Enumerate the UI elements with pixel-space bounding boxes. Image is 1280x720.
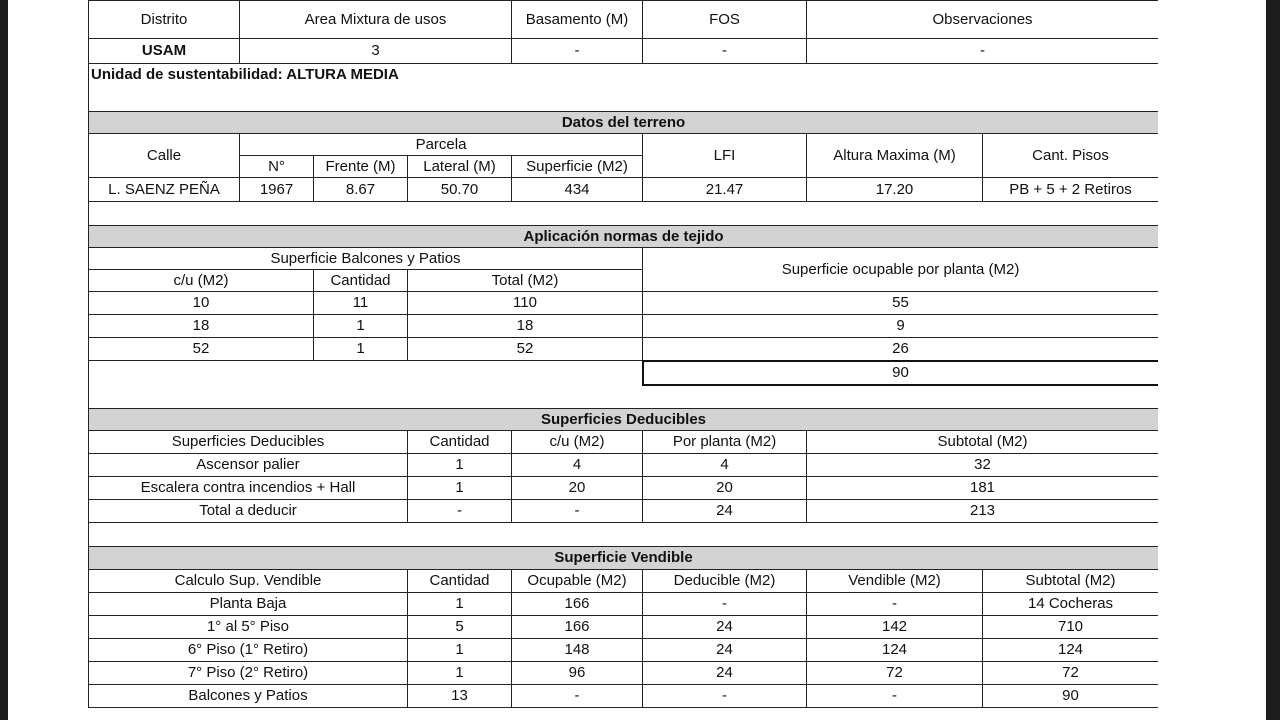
terreno-pisos-value: PB + 5 + 2 Retiros bbox=[983, 178, 1158, 202]
terreno-lateral-value: 50.70 bbox=[408, 178, 512, 202]
tejido-ocupable-value: 55 bbox=[643, 292, 1158, 315]
sustentabilidad-note: Unidad de sustentabilidad: ALTURA MEDIA bbox=[89, 64, 1159, 86]
terreno-superficie-value: 434 bbox=[512, 178, 643, 202]
terreno-altura-value: 17.20 bbox=[807, 178, 983, 202]
deducibles-subtotal: 32 bbox=[807, 454, 1158, 477]
terreno-lfi-header: LFI bbox=[643, 134, 807, 178]
vendible-subtotal: 90 bbox=[983, 685, 1158, 708]
zoning-header-basamento: Basamento (M) bbox=[512, 1, 643, 39]
tejido-cu-value: 52 bbox=[89, 338, 314, 361]
deducibles-cantidad-header: Cantidad bbox=[408, 431, 512, 454]
deducibles-porplanta-header: Por planta (M2) bbox=[643, 431, 807, 454]
terreno-frente-value: 8.67 bbox=[314, 178, 408, 202]
terreno-calle-value: L. SAENZ PEÑA bbox=[89, 178, 240, 202]
deducibles-title: Superficies Deducibles bbox=[89, 409, 1159, 431]
zoning-header-area: Area Mixtura de usos bbox=[240, 1, 512, 39]
zoning-basamento-value: - bbox=[512, 39, 643, 64]
tejido-cantidad-header: Cantidad bbox=[314, 270, 408, 292]
vendible-cantidad: 13 bbox=[408, 685, 512, 708]
deducibles-cu: 4 bbox=[512, 454, 643, 477]
tejido-total-header: Total (M2) bbox=[408, 270, 643, 292]
terreno-lfi-value: 21.47 bbox=[643, 178, 807, 202]
deducibles-total-row bbox=[89, 500, 1159, 523]
vendible-vendible: - bbox=[807, 593, 983, 616]
vendible-ocupable-header: Ocupable (M2) bbox=[512, 570, 643, 593]
zoning-distrito-value: USAM bbox=[89, 39, 240, 64]
vendible-deducible: 24 bbox=[643, 639, 807, 662]
terreno-parcela-header: Parcela bbox=[240, 134, 643, 156]
left-frame-edge bbox=[0, 0, 8, 720]
vendible-subtotal: 72 bbox=[983, 662, 1158, 685]
parcela-lateral-header: Lateral (M) bbox=[408, 156, 512, 178]
tejido-total-value: 18 bbox=[408, 315, 643, 338]
deducibles-title-row bbox=[89, 409, 1159, 431]
vendible-cantidad-header: Cantidad bbox=[408, 570, 512, 593]
spacer-row bbox=[89, 86, 1159, 112]
deducibles-cantidad: 1 bbox=[408, 454, 512, 477]
tejido-row bbox=[89, 315, 1159, 338]
tejido-balcones-header: Superficie Balcones y Patios bbox=[89, 248, 643, 270]
deducibles-cantidad: 1 bbox=[408, 477, 512, 500]
deducibles-cu: 20 bbox=[512, 477, 643, 500]
tejido-cantidad-value: 11 bbox=[314, 292, 408, 315]
vendible-title: Superficie Vendible bbox=[89, 547, 1159, 570]
terreno-pisos-header: Cant. Pisos bbox=[983, 134, 1158, 178]
vendible-calculo: Planta Baja bbox=[89, 593, 408, 616]
vendible-vendible: - bbox=[807, 685, 983, 708]
vendible-calculo: 6° Piso (1° Retiro) bbox=[89, 639, 408, 662]
deducibles-subtotal-header: Subtotal (M2) bbox=[807, 431, 1158, 454]
terreno-altura-header: Altura Maxima (M) bbox=[807, 134, 983, 178]
right-frame-edge bbox=[1266, 0, 1280, 720]
tejido-row bbox=[89, 338, 1159, 361]
vendible-deducible: - bbox=[643, 593, 807, 616]
sustentabilidad-row bbox=[89, 64, 1159, 86]
vendible-subtotal: 14 Cocheras bbox=[983, 593, 1158, 616]
tejido-total-value: 110 bbox=[408, 292, 643, 315]
vendible-deducible-header: Deducible (M2) bbox=[643, 570, 807, 593]
vendible-subtotal: 124 bbox=[983, 639, 1158, 662]
deducibles-name: Ascensor palier bbox=[89, 454, 408, 477]
zoning-header-fos: FOS bbox=[643, 1, 807, 39]
vendible-header-row bbox=[89, 570, 1159, 593]
vendible-row bbox=[89, 662, 1159, 685]
terreno-title: Datos del terreno bbox=[89, 112, 1159, 134]
vendible-cantidad: 1 bbox=[408, 593, 512, 616]
vendible-ocupable: 166 bbox=[512, 593, 643, 616]
spreadsheet-sheet bbox=[88, 0, 1158, 720]
zoning-fos-value: - bbox=[643, 39, 807, 64]
vendible-deducible: 24 bbox=[643, 662, 807, 685]
vendible-vendible-header: Vendible (M2) bbox=[807, 570, 983, 593]
tejido-total-row bbox=[89, 361, 1159, 385]
vendible-vendible: 142 bbox=[807, 616, 983, 639]
zoning-header-row bbox=[89, 1, 1159, 39]
tejido-cu-header: c/u (M2) bbox=[89, 270, 314, 292]
vendible-ocupable: - bbox=[512, 685, 643, 708]
deducibles-porplanta: 20 bbox=[643, 477, 807, 500]
deducibles-total-porplanta: 24 bbox=[643, 500, 807, 523]
terreno-calle-header: Calle bbox=[89, 134, 240, 178]
tejido-row bbox=[89, 292, 1159, 315]
vendible-cantidad: 1 bbox=[408, 662, 512, 685]
zoning-header-distrito: Distrito bbox=[89, 1, 240, 39]
vendible-ocupable: 96 bbox=[512, 662, 643, 685]
worksheet-table bbox=[88, 0, 1158, 708]
tejido-cu-value: 18 bbox=[89, 315, 314, 338]
vendible-vendible: 124 bbox=[807, 639, 983, 662]
deducibles-row bbox=[89, 477, 1159, 500]
tejido-header-row-1 bbox=[89, 248, 1159, 270]
vendible-row bbox=[89, 616, 1159, 639]
tejido-ocupable-value: 9 bbox=[643, 315, 1158, 338]
vendible-ocupable: 166 bbox=[512, 616, 643, 639]
terreno-value-row bbox=[89, 178, 1159, 202]
deducibles-total-label: Total a deducir bbox=[89, 500, 408, 523]
tejido-total-value: 52 bbox=[408, 338, 643, 361]
vendible-deducible: 24 bbox=[643, 616, 807, 639]
vendible-calculo-header: Calculo Sup. Vendible bbox=[89, 570, 408, 593]
spacer-row bbox=[89, 385, 1159, 409]
deducibles-subtotal: 181 bbox=[807, 477, 1158, 500]
deducibles-name: Escalera contra incendios + Hall bbox=[89, 477, 408, 500]
tejido-cu-value: 10 bbox=[89, 292, 314, 315]
spacer-row bbox=[89, 202, 1159, 226]
vendible-subtotal: 710 bbox=[983, 616, 1158, 639]
vendible-row bbox=[89, 639, 1159, 662]
parcela-numero-header: N° bbox=[240, 156, 314, 178]
parcela-frente-header: Frente (M) bbox=[314, 156, 408, 178]
tejido-ocupable-total: 90 bbox=[643, 361, 1158, 385]
vendible-calculo: Balcones y Patios bbox=[89, 685, 408, 708]
vendible-calculo: 1° al 5° Piso bbox=[89, 616, 408, 639]
vendible-subtotal-header: Subtotal (M2) bbox=[983, 570, 1158, 593]
vendible-cantidad: 1 bbox=[408, 639, 512, 662]
vendible-vendible: 72 bbox=[807, 662, 983, 685]
tejido-cantidad-value: 1 bbox=[314, 338, 408, 361]
tejido-ocupable-value: 26 bbox=[643, 338, 1158, 361]
zoning-value-row bbox=[89, 39, 1159, 64]
deducibles-name-header: Superficies Deducibles bbox=[89, 431, 408, 454]
tejido-ocupable-header: Superficie ocupable por planta (M2) bbox=[643, 248, 1158, 292]
deducibles-porplanta: 4 bbox=[643, 454, 807, 477]
deducibles-header-row bbox=[89, 431, 1159, 454]
vendible-row bbox=[89, 593, 1159, 616]
terreno-title-row bbox=[89, 112, 1159, 134]
tejido-title-row bbox=[89, 226, 1159, 248]
terreno-numero-value: 1967 bbox=[240, 178, 314, 202]
zoning-header-observaciones: Observaciones bbox=[807, 1, 1158, 39]
terreno-header-row-1 bbox=[89, 134, 1159, 156]
tejido-total-empty bbox=[89, 361, 643, 385]
vendible-deducible: - bbox=[643, 685, 807, 708]
vendible-calculo: 7° Piso (2° Retiro) bbox=[89, 662, 408, 685]
vendible-title-row bbox=[89, 547, 1159, 570]
vendible-row bbox=[89, 685, 1159, 708]
deducibles-cu-header: c/u (M2) bbox=[512, 431, 643, 454]
deducibles-total-cantidad: - bbox=[408, 500, 512, 523]
tejido-title: Aplicación normas de tejido bbox=[89, 226, 1159, 248]
spacer-row bbox=[89, 523, 1159, 547]
deducibles-row bbox=[89, 454, 1159, 477]
tejido-cantidad-value: 1 bbox=[314, 315, 408, 338]
zoning-observaciones-value: - bbox=[807, 39, 1158, 64]
zoning-area-value: 3 bbox=[240, 39, 512, 64]
deducibles-total-subtotal: 213 bbox=[807, 500, 1158, 523]
vendible-cantidad: 5 bbox=[408, 616, 512, 639]
parcela-superficie-header: Superficie (M2) bbox=[512, 156, 643, 178]
deducibles-total-cu: - bbox=[512, 500, 643, 523]
vendible-ocupable: 148 bbox=[512, 639, 643, 662]
